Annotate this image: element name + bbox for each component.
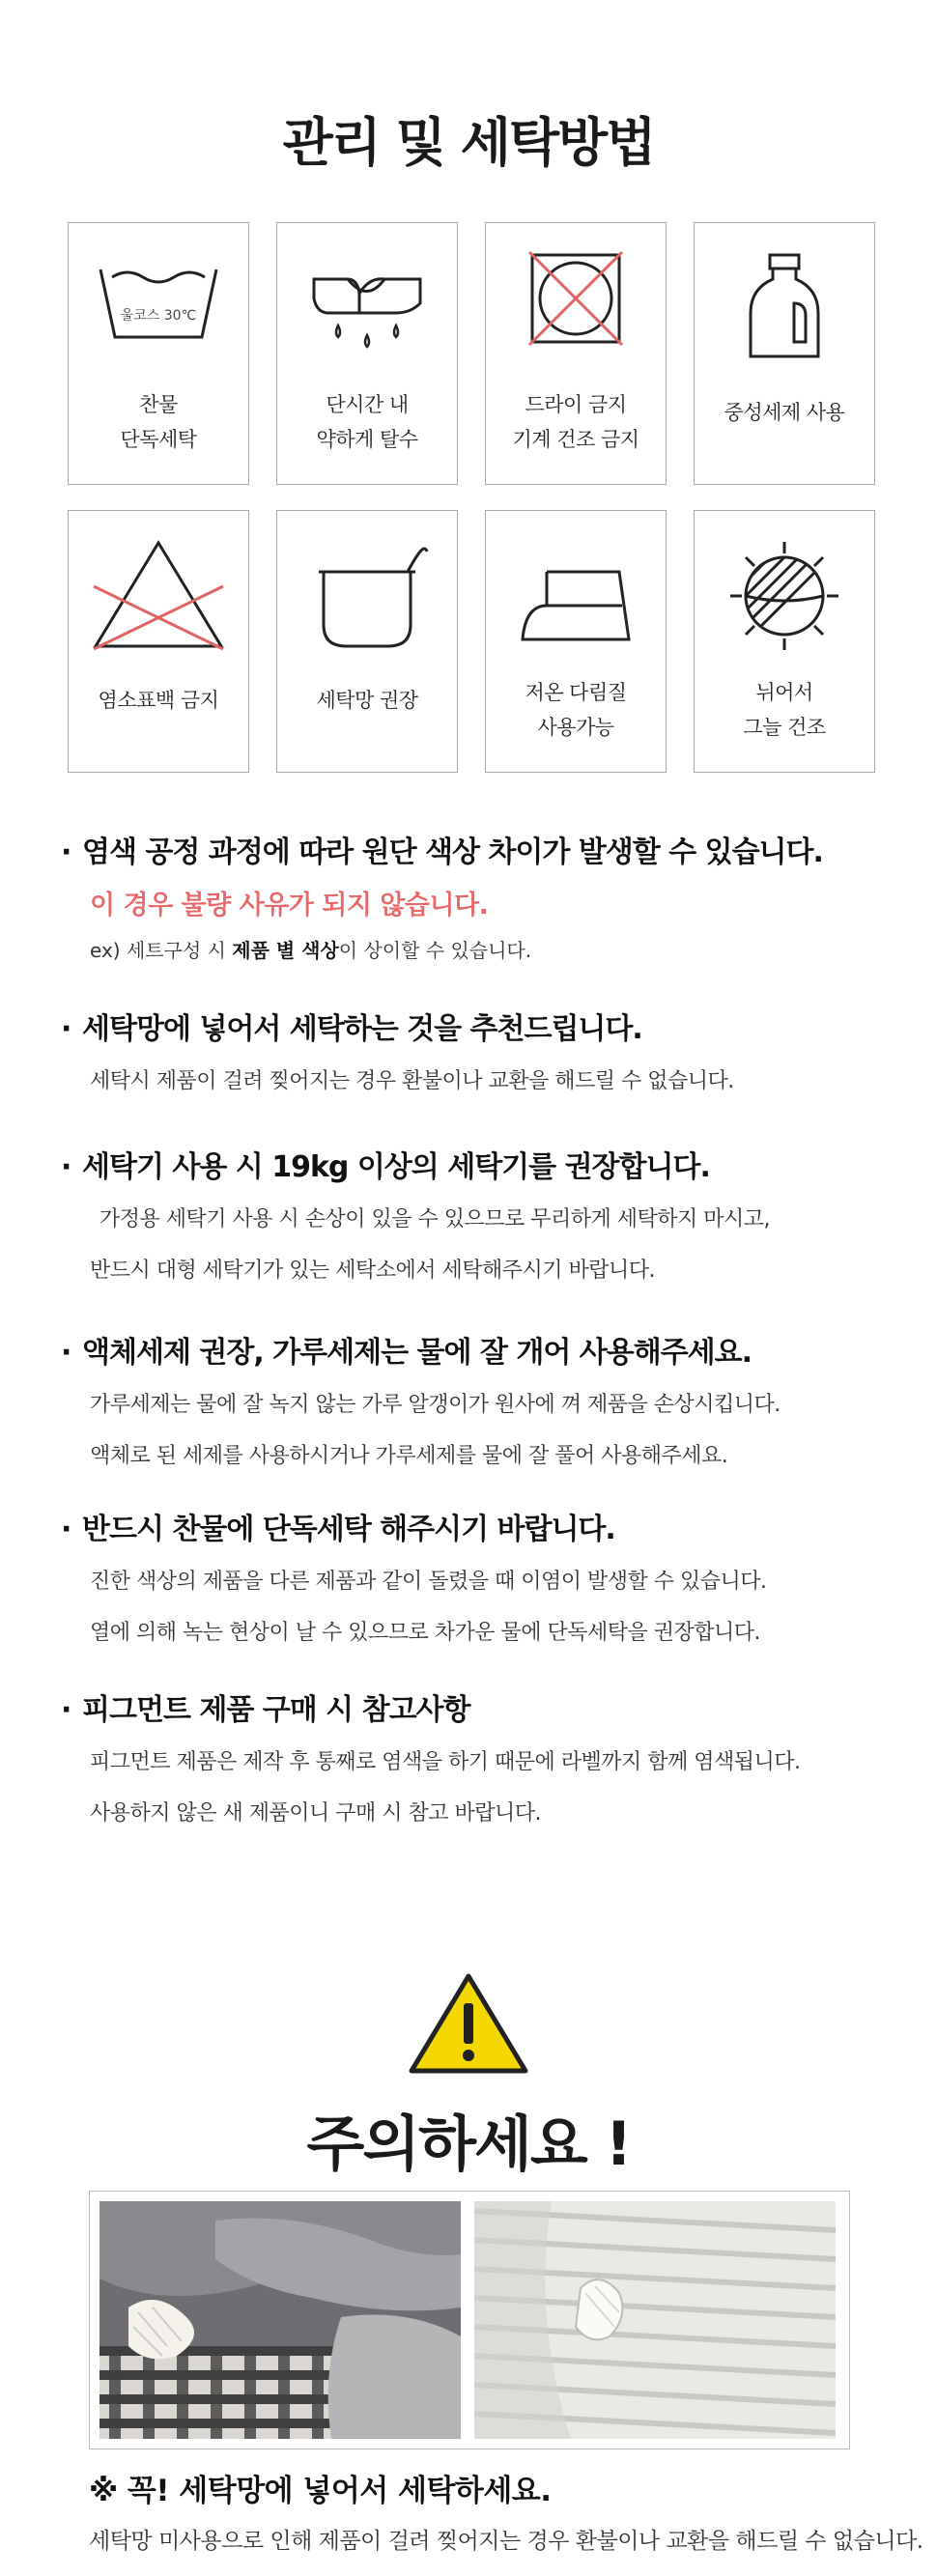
care-card-net <box>276 510 458 773</box>
must-use-net-text: ※ 꼭! 세탁망에 넣어서 세탁하세요. <box>89 2474 552 2508</box>
care-card-bleach <box>68 510 249 773</box>
care-label: 드라이 금지 기계 건조 금지 <box>512 393 639 451</box>
page-title: 관리 및 세탁방법 <box>282 112 655 173</box>
wringing-icon <box>277 250 457 366</box>
care-label: 뉘어서 그늘 건조 <box>743 681 826 739</box>
care-label: 저온 다림질 사용가능 <box>525 681 627 739</box>
note-heading: 액체세제 권장, 가루세제는 물에 잘 개어 사용해주세요. <box>82 1336 752 1370</box>
note-block-pigment <box>61 1685 892 1826</box>
note-line: 액체로 된 세제를 사용하시거나 가루세제를 물에 잘 풀어 사용해주세요. <box>90 1444 728 1468</box>
care-card-detergent <box>694 222 875 485</box>
note-block-cold-water <box>61 1505 892 1646</box>
care-card-iron <box>485 510 667 773</box>
low-iron-icon <box>486 538 666 654</box>
bullet: · <box>61 1012 71 1046</box>
care-label: 염소표백 금지 <box>98 689 219 712</box>
note-line: 사용하지 않은 새 제품이니 구매 시 참고 바랍니다. <box>90 1801 541 1826</box>
warning-icon <box>406 1970 531 2077</box>
damage-photos <box>89 2191 850 2449</box>
must-use-net-subtext: 세탁망 미사용으로 인해 제품이 걸려 찢어지는 경우 환불이나 교환을 해드릴 수 없습니다. <box>89 2529 923 2554</box>
note-block-machine <box>61 1143 892 1284</box>
care-label: 세탁망 권장 <box>316 689 418 712</box>
torn-pillow-photo <box>474 2201 839 2439</box>
note-line: 반드시 대형 세탁기가 있는 세탁소에서 세탁해주시기 바랍니다. <box>90 1259 656 1283</box>
care-card-shade-dry <box>694 510 875 773</box>
care-label: 찬물 단독세탁 <box>120 393 197 451</box>
note-line: 열에 의해 녹는 현상이 날 수 있으므로 차가운 물에 단독세탁을 권장합니다. <box>90 1621 760 1645</box>
note-block-detergent <box>61 1328 892 1469</box>
bullet: · <box>61 1693 71 1727</box>
note-heading: 세탁기 사용 시 19kg 이상의 세탁기를 권장합니다. <box>82 1150 710 1184</box>
wash-temp-text: 울코스 30℃ <box>120 308 197 324</box>
bullet: · <box>61 1150 71 1184</box>
no-tumble-dry-icon <box>486 250 666 366</box>
note-line: 가정용 세탁기 사용 시 손상이 있을 수 있으므로 무리하게 세탁하지 마시고, <box>99 1207 770 1231</box>
note-warning-red: 이 경우 불량 사유가 되지 않습니다. <box>90 891 489 920</box>
no-bleach-icon <box>69 538 248 654</box>
note-small-bold: 제품 별 색상 <box>232 939 339 962</box>
bullet: · <box>61 1336 71 1370</box>
wash-tub-icon <box>69 250 248 366</box>
torn-blanket-photo <box>99 2201 465 2439</box>
bullet: · <box>61 1513 71 1546</box>
note-block-color <box>61 828 892 963</box>
care-card-wash <box>68 222 249 485</box>
note-line: 진한 색상의 제품을 다른 제품과 같이 돌렸을 때 이염이 발생할 수 있습니다. <box>90 1570 767 1594</box>
note-heading: 반드시 찬물에 단독세탁 해주시기 바랍니다. <box>82 1513 615 1546</box>
laundry-net-icon <box>277 538 457 654</box>
care-card-dry <box>485 222 667 485</box>
note-small: 이 상이할 수 있습니다. <box>338 939 532 962</box>
note-heading: 세탁망에 넣어서 세탁하는 것을 추천드립니다. <box>82 1012 642 1046</box>
note-block-net <box>61 1005 892 1094</box>
note-heading: 피그먼트 제품 구매 시 참고사항 <box>82 1693 470 1727</box>
note-small: ex) 세트구성 시 <box>90 939 233 962</box>
flat-shade-dry-icon <box>695 538 874 654</box>
care-label: 중성세제 사용 <box>724 401 845 424</box>
detergent-bottle-icon <box>695 250 874 366</box>
note-line: 세탁시 제품이 걸려 찢어지는 경우 환불이나 교환을 해드릴 수 없습니다. <box>90 1069 734 1093</box>
note-line: 가루세제는 물에 잘 녹지 않는 가루 알갱이가 원사에 껴 제품을 손상시킵니다. <box>90 1393 781 1417</box>
note-line: 피그먼트 제품은 제작 후 통째로 염색을 하기 때문에 라벨까지 함께 염색됩니다. <box>90 1750 801 1774</box>
bullet: · <box>61 835 71 869</box>
warning-title: 주의하세요 ! <box>306 2109 631 2179</box>
care-card-spin <box>276 222 458 485</box>
care-label: 단시간 내 약하게 탈수 <box>316 393 418 451</box>
note-heading: 염색 공정 과정에 따라 원단 색상 차이가 발생할 수 있습니다. <box>82 835 823 869</box>
